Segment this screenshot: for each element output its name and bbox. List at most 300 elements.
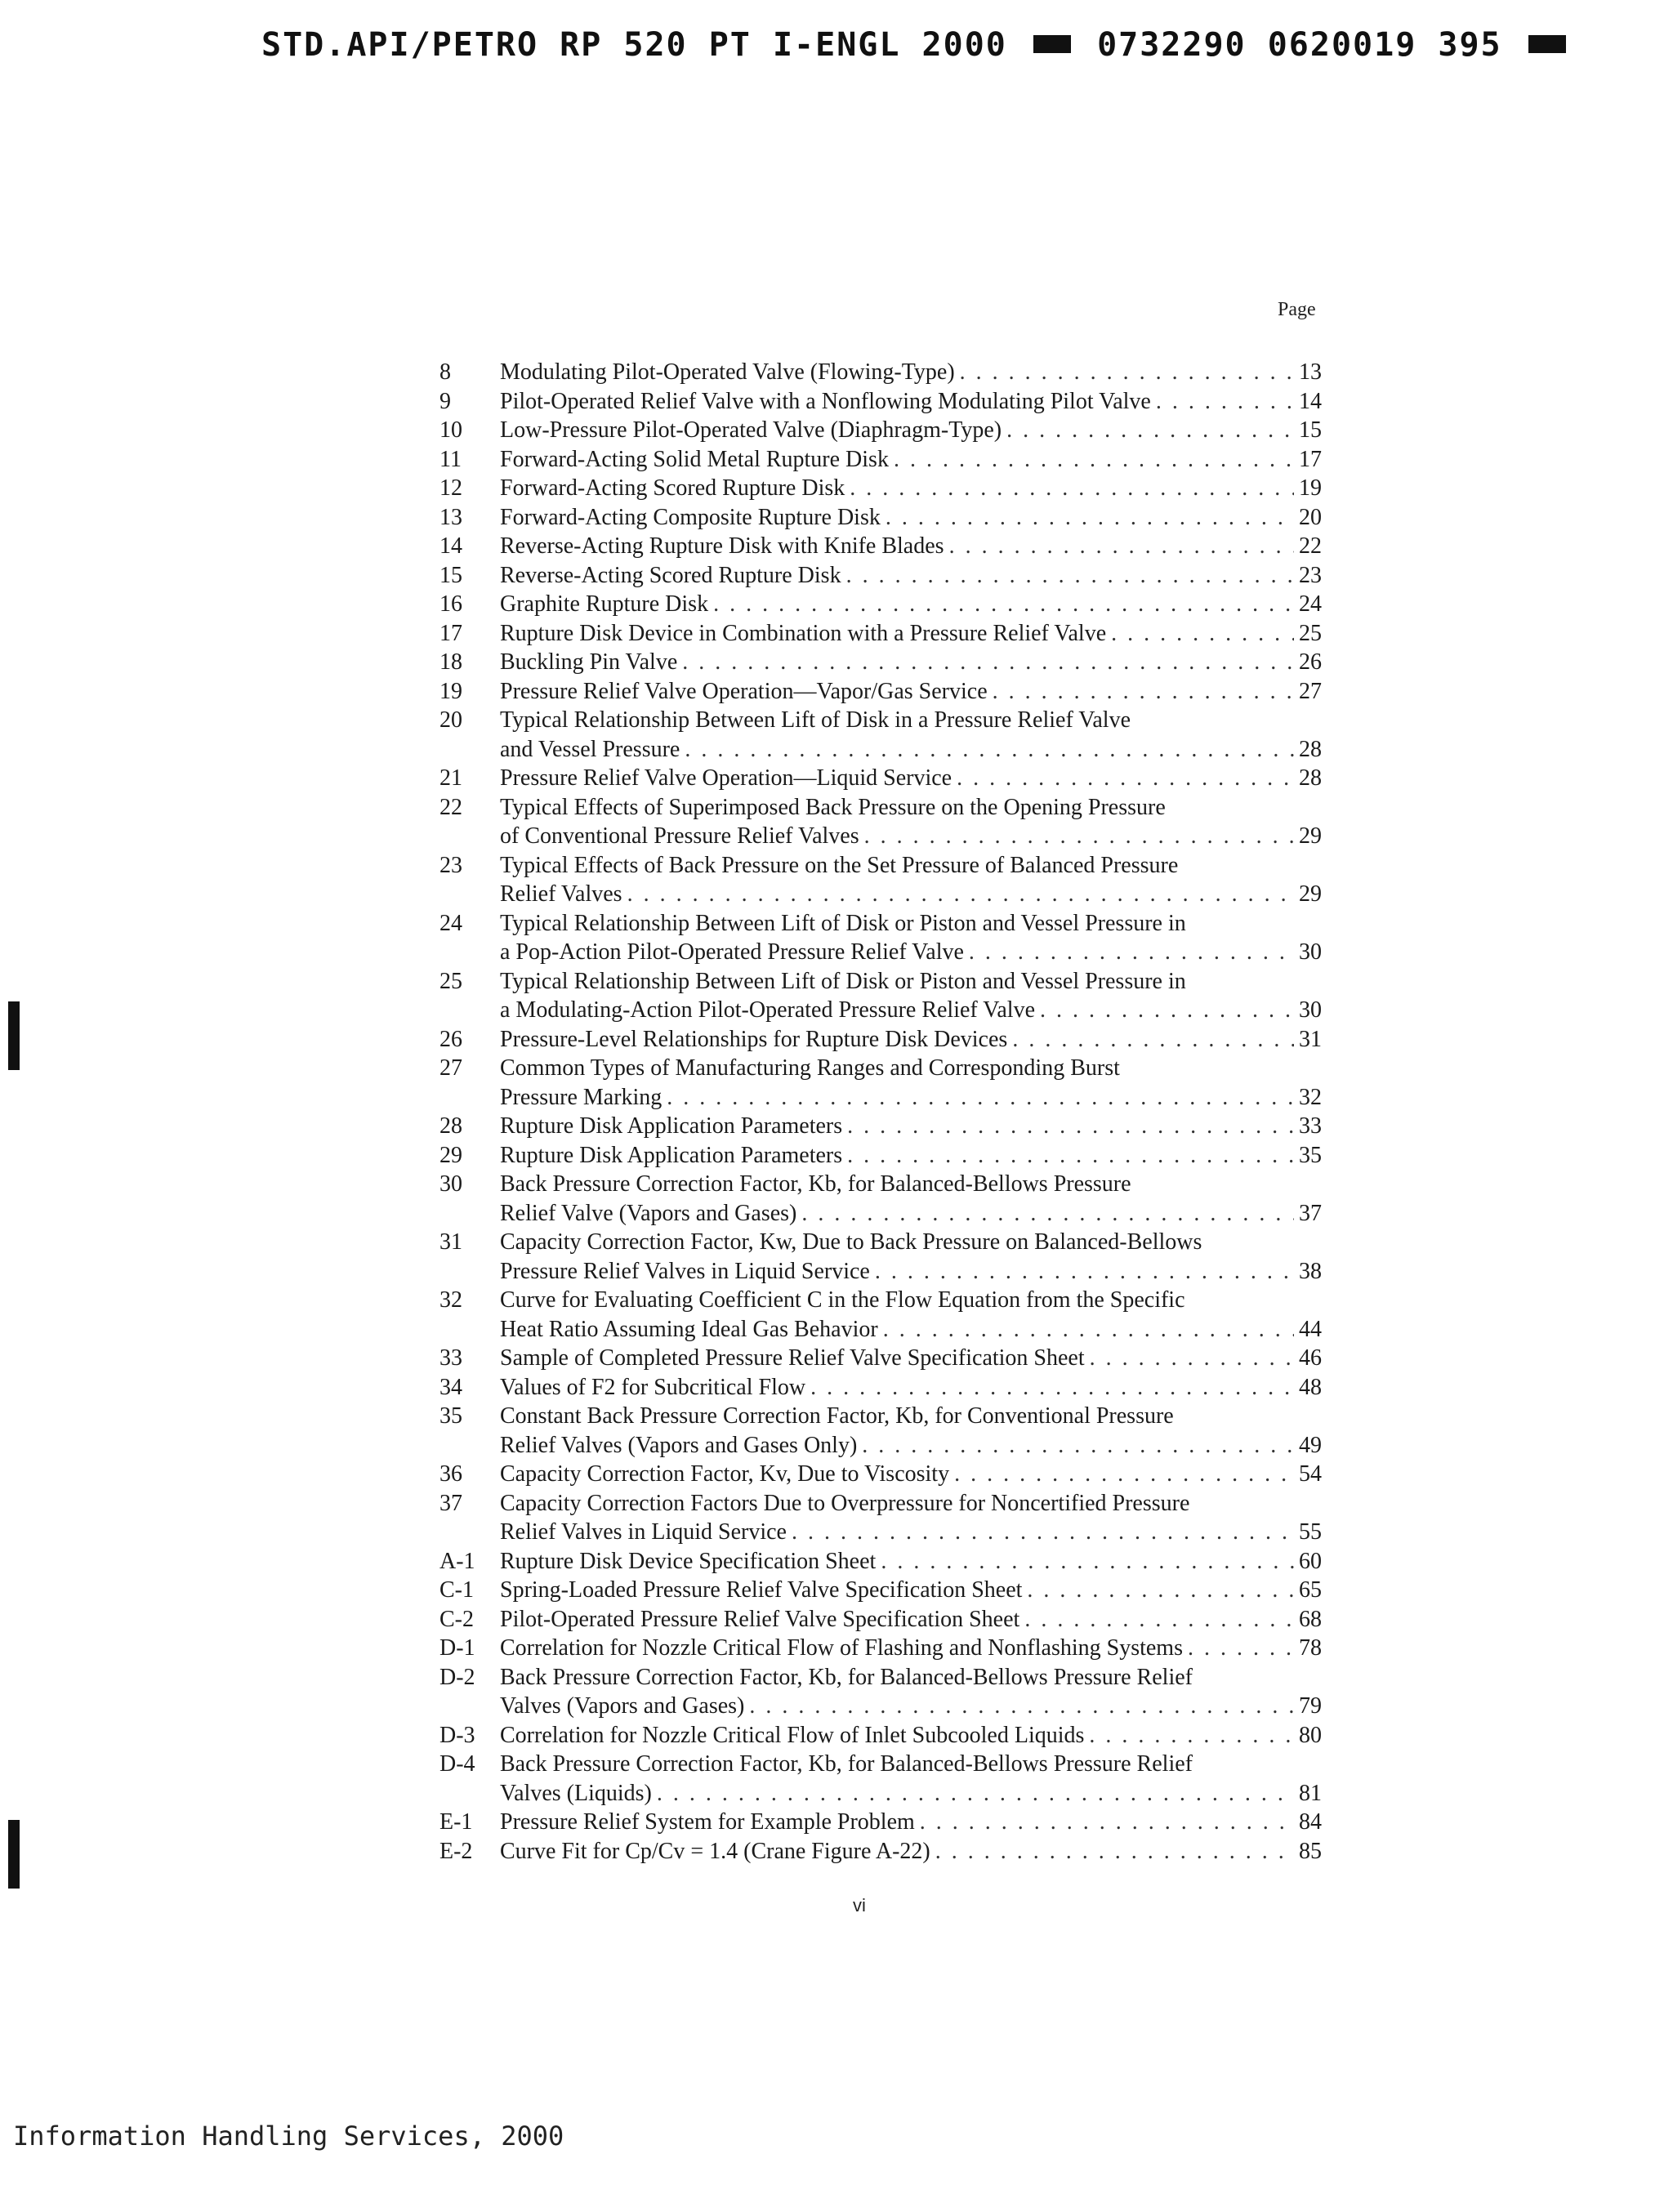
toc-entry[interactable] <box>439 1054 1322 1112</box>
entry-line <box>500 1315 1322 1345</box>
entry-title: Rupture Disk Device in Combination with a Pressure Relief Valve <box>500 620 1107 646</box>
page-number: 13 <box>1299 359 1322 385</box>
toc-entry[interactable] <box>439 1170 1322 1228</box>
page-number: 46 <box>1299 1345 1322 1371</box>
entry-body <box>500 1286 1322 1344</box>
entry-line <box>500 445 1322 475</box>
entry-body <box>500 793 1322 851</box>
entry-body <box>500 1634 1322 1663</box>
entry-line <box>500 938 1322 967</box>
entry-title: of Conventional Pressure Relief Valves <box>500 823 859 849</box>
dot-leader <box>805 1373 1294 1403</box>
entry-title: Constant Back Pressure Correction Factor, Kb, for Conventional Pressure <box>500 1403 1174 1429</box>
figure-number: 37 <box>439 1490 462 1516</box>
page-number: 29 <box>1299 881 1322 907</box>
entry-title: Correlation for Nozzle Critical Flow of Flashing and Nonflashing Systems <box>500 1635 1183 1661</box>
page-number: 25 <box>1299 620 1322 646</box>
entry-title: Pressure Relief Valve Operation—Vapor/Gas Service <box>500 678 988 704</box>
figure-number: 34 <box>439 1374 462 1400</box>
entry-body <box>500 1228 1322 1286</box>
entry-body <box>500 416 1322 445</box>
entry-title: Typical Relationship Between Lift of Disk or Piston and Vessel Pressure in <box>500 968 1186 994</box>
toc-entry[interactable] <box>439 1460 1322 1489</box>
figure-number: C-1 <box>439 1577 474 1603</box>
toc-entry[interactable] <box>439 561 1322 591</box>
entry-line <box>500 416 1322 445</box>
page-number: 15 <box>1299 417 1322 443</box>
figure-number: D-4 <box>439 1751 475 1777</box>
toc-entry[interactable] <box>439 1489 1322 1547</box>
entry-line <box>500 793 1322 823</box>
figure-number: 15 <box>439 562 462 588</box>
dot-leader <box>662 1083 1294 1113</box>
page-number: 31 <box>1299 1026 1322 1052</box>
toc-entry[interactable] <box>439 648 1322 677</box>
toc-entry[interactable] <box>439 1837 1322 1866</box>
dot-leader <box>915 1808 1294 1837</box>
entry-line <box>500 880 1322 909</box>
entry-line <box>500 1257 1322 1287</box>
dot-leader <box>944 532 1294 561</box>
dot-leader <box>1106 619 1294 649</box>
dot-leader <box>964 938 1294 967</box>
toc-entry[interactable] <box>439 1373 1322 1403</box>
dot-leader <box>842 1112 1294 1141</box>
figure-number: 10 <box>439 417 462 443</box>
entry-line <box>500 1605 1322 1634</box>
entry-line <box>500 590 1322 619</box>
entry-line <box>500 1576 1322 1605</box>
dot-leader <box>744 1692 1294 1721</box>
toc-entry[interactable] <box>439 1663 1322 1721</box>
entry-body <box>500 967 1322 1025</box>
entry-line <box>500 358 1322 387</box>
page-number: 28 <box>1299 765 1322 791</box>
entry-line <box>500 909 1322 939</box>
entry-line <box>500 735 1322 765</box>
entry-line <box>500 1460 1322 1489</box>
entry-body <box>500 474 1322 503</box>
entry-line <box>500 503 1322 533</box>
entry-title: Pressure-Level Relationships for Rupture Disk Devices <box>500 1026 1008 1052</box>
dot-leader <box>1002 416 1294 445</box>
figure-number: 14 <box>439 533 462 559</box>
page-number: 22 <box>1299 533 1322 559</box>
figure-number: 17 <box>439 620 462 646</box>
entry-body <box>500 648 1322 677</box>
entry-line <box>500 706 1322 735</box>
figure-number: 30 <box>439 1171 462 1197</box>
header-left: STD.API/PETRO RP 520 PT I-ENGL 2000 <box>261 26 1007 64</box>
entry-line <box>500 677 1322 707</box>
page-number: 14 <box>1299 388 1322 414</box>
entry-title: Forward-Acting Scored Rupture Disk <box>500 475 845 501</box>
toc-entry[interactable] <box>439 793 1322 851</box>
header-right: 0732290 0620019 395 <box>1097 26 1502 64</box>
toc-entry[interactable] <box>439 445 1322 475</box>
figure-number: 31 <box>439 1229 462 1255</box>
dot-leader <box>787 1518 1294 1547</box>
page-folio: vi <box>853 1895 866 1915</box>
entry-body <box>500 619 1322 649</box>
toc-entry[interactable] <box>439 677 1322 707</box>
margin-revision-bar <box>8 1820 20 1889</box>
entry-body <box>500 1576 1322 1605</box>
entry-title: Correlation for Nozzle Critical Flow of Inlet Subcooled Liquids <box>500 1722 1085 1748</box>
toc-entry[interactable] <box>439 358 1322 387</box>
entry-line <box>500 1373 1322 1403</box>
entry-title: Back Pressure Correction Factor, Kb, for Balanced-Bellows Pressure Relief <box>500 1664 1193 1690</box>
entry-body <box>500 445 1322 475</box>
toc-entry[interactable] <box>439 1721 1322 1750</box>
page-number: 65 <box>1299 1577 1322 1603</box>
entry-title: Valves (Vapors and Gases) <box>500 1693 745 1719</box>
entry-line <box>500 1025 1322 1055</box>
page-number: 24 <box>1299 591 1322 617</box>
entry-line <box>500 1083 1322 1113</box>
entry-title: Pressure Relief Valve Operation—Liquid Service <box>500 765 952 791</box>
page-number: 26 <box>1299 649 1322 675</box>
entry-line <box>500 1228 1322 1257</box>
figure-number: 21 <box>439 765 462 791</box>
page-number: 23 <box>1299 562 1322 588</box>
figure-number: D-3 <box>439 1722 475 1748</box>
page-number: 78 <box>1299 1635 1322 1661</box>
dot-leader <box>955 358 1294 387</box>
toc-entry[interactable] <box>439 851 1322 909</box>
page-number: 81 <box>1299 1780 1322 1806</box>
entry-body <box>500 1663 1322 1721</box>
page-number: 20 <box>1299 504 1322 530</box>
entry-title: Modulating Pilot-Operated Valve (Flowing-Type) <box>500 359 955 385</box>
entry-title: Relief Valves in Liquid Service <box>500 1519 787 1545</box>
dot-leader <box>930 1837 1294 1866</box>
entry-body <box>500 358 1322 387</box>
toc-entry[interactable] <box>439 1112 1322 1141</box>
figure-number: 11 <box>439 446 462 472</box>
toc-entry[interactable] <box>439 909 1322 967</box>
entry-body <box>500 1141 1322 1171</box>
entry-title: Capacity Correction Factor, Kv, Due to Viscosity <box>500 1461 950 1487</box>
figure-number: 26 <box>439 1026 462 1052</box>
entry-title: Pressure Relief System for Example Problem <box>500 1809 915 1835</box>
entry-title: Relief Valve (Vapors and Gases) <box>500 1200 797 1226</box>
entry-title: Typical Effects of Back Pressure on the Set Pressure of Balanced Pressure <box>500 852 1179 878</box>
dot-leader <box>889 445 1294 475</box>
entry-line <box>500 967 1322 997</box>
entry-body <box>500 561 1322 591</box>
entry-line <box>500 1750 1322 1779</box>
entry-title: Valves (Liquids) <box>500 1780 652 1806</box>
toc-entry[interactable] <box>439 1025 1322 1055</box>
figure-number: D-1 <box>439 1635 475 1661</box>
entry-title: Capacity Correction Factors Due to Overpressure for Noncertified Pressure <box>500 1490 1190 1516</box>
page-number: 55 <box>1299 1519 1322 1545</box>
margin-revision-bar <box>8 1001 20 1070</box>
figure-number: 35 <box>439 1403 462 1429</box>
figure-number: 23 <box>439 852 462 878</box>
dot-leader <box>652 1779 1294 1808</box>
page-number: 68 <box>1299 1606 1322 1632</box>
page-number: 19 <box>1299 475 1322 501</box>
entry-line <box>500 1721 1322 1750</box>
toc-entry[interactable] <box>439 1547 1322 1576</box>
dot-leader <box>1085 1344 1294 1373</box>
page-number: 44 <box>1299 1316 1322 1342</box>
entry-title: Rupture Disk Device Specification Sheet <box>500 1548 877 1574</box>
entry-title: Back Pressure Correction Factor, Kb, for Balanced-Bellows Pressure <box>500 1171 1131 1197</box>
entry-line <box>500 1170 1322 1199</box>
entry-line <box>500 1808 1322 1837</box>
toc-entry[interactable] <box>439 590 1322 619</box>
page-number: 60 <box>1299 1548 1322 1574</box>
entry-title: Pressure Marking <box>500 1084 663 1110</box>
entry-line <box>500 1489 1322 1519</box>
figure-number: 12 <box>439 475 462 501</box>
toc-entry[interactable] <box>439 1344 1322 1373</box>
entry-title: Pilot-Operated Relief Valve with a Nonflowing Modulating Pilot Valve <box>500 388 1151 414</box>
entry-line <box>500 1431 1322 1461</box>
entry-title: Values of F2 for Subcritical Flow <box>500 1374 806 1400</box>
entry-title: Typical Relationship Between Lift of Disk in a Pressure Relief Valve <box>500 707 1131 733</box>
figure-number: 16 <box>439 591 462 617</box>
toc-entry[interactable] <box>439 1750 1322 1808</box>
page-number: 32 <box>1299 1084 1322 1110</box>
dot-leader <box>1183 1634 1294 1663</box>
page-number: 28 <box>1299 736 1322 762</box>
dot-leader <box>1007 1025 1294 1055</box>
entry-line <box>500 1634 1322 1663</box>
dot-leader <box>876 1547 1294 1576</box>
entry-title: Common Types of Manufacturing Ranges and Corresponding Burst <box>500 1055 1120 1081</box>
entry-line <box>500 1547 1322 1576</box>
entry-body <box>500 1344 1322 1373</box>
entry-title: Typical Relationship Between Lift of Disk or Piston and Vessel Pressure in <box>500 910 1186 936</box>
figure-number: 27 <box>439 1055 462 1081</box>
toc-entry[interactable] <box>439 1286 1322 1344</box>
entry-line <box>500 387 1322 417</box>
figure-number: A-1 <box>439 1548 475 1574</box>
page-number: 27 <box>1299 678 1322 704</box>
entry-title: Graphite Rupture Disk <box>500 591 709 617</box>
page-number: 17 <box>1299 446 1322 472</box>
page-number: 80 <box>1299 1722 1322 1748</box>
entry-body <box>500 1489 1322 1547</box>
entry-title: Spring-Loaded Pressure Relief Valve Specification Sheet <box>500 1577 1023 1603</box>
entry-line <box>500 648 1322 677</box>
toc-entry[interactable] <box>439 1402 1322 1460</box>
page-number: 38 <box>1299 1258 1322 1284</box>
page-number: 30 <box>1299 939 1322 965</box>
entry-title: Capacity Correction Factor, Kw, Due to Back Pressure on Balanced-Bellows <box>500 1229 1202 1255</box>
toc-entry[interactable] <box>439 1576 1322 1605</box>
entry-line <box>500 764 1322 793</box>
toc-entry[interactable] <box>439 764 1322 793</box>
toc-entry[interactable] <box>439 1228 1322 1286</box>
entry-title: Pressure Relief Valves in Liquid Service <box>500 1258 870 1284</box>
table-of-figures <box>439 358 1322 1866</box>
toc-entry[interactable] <box>439 416 1322 445</box>
entry-line <box>500 1344 1322 1373</box>
entry-body <box>500 1547 1322 1576</box>
dot-leader <box>841 561 1294 591</box>
dot-leader <box>1084 1721 1294 1750</box>
dot-leader <box>870 1257 1294 1287</box>
entry-title: Buckling Pin Valve <box>500 649 678 675</box>
entry-line <box>500 1779 1322 1808</box>
entry-title: Back Pressure Correction Factor, Kb, for Balanced-Bellows Pressure Relief <box>500 1751 1193 1777</box>
footer-credit: Information Handling Services, 2000 <box>13 2121 564 2152</box>
entry-body <box>500 503 1322 533</box>
entry-title: Sample of Completed Pressure Relief Valve Specification Sheet <box>500 1345 1085 1371</box>
figure-number: 8 <box>439 359 451 385</box>
entry-title: Heat Ratio Assuming Ideal Gas Behavior <box>500 1316 878 1342</box>
figure-number: E-2 <box>439 1838 473 1864</box>
dot-leader <box>845 474 1294 503</box>
dot-leader <box>859 822 1294 851</box>
entry-line <box>500 1402 1322 1431</box>
figure-number: 20 <box>439 707 462 733</box>
dot-leader <box>878 1315 1294 1345</box>
entry-title: Relief Valves <box>500 881 622 907</box>
entry-body <box>500 1025 1322 1055</box>
entry-title: Relief Valves (Vapors and Gases Only) <box>500 1432 858 1458</box>
figure-number: 25 <box>439 968 462 994</box>
toc-entry[interactable] <box>439 532 1322 561</box>
entry-line <box>500 474 1322 503</box>
entry-title: Curve for Evaluating Coefficient C in the Flow Equation from the Specific <box>500 1287 1185 1313</box>
figure-number: C-2 <box>439 1606 474 1632</box>
entry-title: Rupture Disk Application Parameters <box>500 1113 843 1139</box>
dot-leader <box>1151 387 1294 417</box>
page-number: 79 <box>1299 1693 1322 1719</box>
entry-line <box>500 1692 1322 1721</box>
dot-leader <box>677 648 1294 677</box>
entry-body <box>500 1605 1322 1634</box>
page-column-label: Page <box>1278 299 1316 320</box>
page-number: 30 <box>1299 997 1322 1023</box>
entry-body <box>500 1402 1322 1460</box>
toc-entry[interactable] <box>439 387 1322 417</box>
entry-line <box>500 561 1322 591</box>
page-number: 35 <box>1299 1142 1322 1168</box>
entry-body <box>500 1460 1322 1489</box>
entry-body <box>500 1837 1322 1866</box>
entry-line <box>500 1054 1322 1083</box>
entry-title: Rupture Disk Application Parameters <box>500 1142 843 1168</box>
figure-number: 24 <box>439 910 462 936</box>
dot-leader <box>842 1141 1294 1171</box>
entry-line <box>500 1112 1322 1141</box>
figure-number: 36 <box>439 1461 462 1487</box>
figure-number: 33 <box>439 1345 462 1371</box>
entry-body <box>500 532 1322 561</box>
entry-title: Reverse-Acting Rupture Disk with Knife Blades <box>500 533 944 559</box>
entry-body <box>500 1112 1322 1141</box>
figure-number: 13 <box>439 504 462 530</box>
toc-entry[interactable] <box>439 474 1322 503</box>
entry-title: Typical Effects of Superimposed Back Pressure on the Opening Pressure <box>500 794 1166 820</box>
dot-leader <box>1019 1605 1294 1634</box>
entry-title: Forward-Acting Composite Rupture Disk <box>500 504 881 530</box>
entry-body <box>500 1054 1322 1112</box>
entry-title: a Pop-Action Pilot-Operated Pressure Relief Valve <box>500 939 964 965</box>
entry-title: and Vessel Pressure <box>500 736 680 762</box>
toc-entry[interactable] <box>439 1141 1322 1171</box>
toc-entry[interactable] <box>439 706 1322 764</box>
figure-number: E-1 <box>439 1809 473 1835</box>
toc-entry[interactable] <box>439 503 1322 533</box>
toc-entry[interactable] <box>439 1808 1322 1837</box>
entry-title: Reverse-Acting Scored Rupture Disk <box>500 562 841 588</box>
dot-leader <box>949 1460 1294 1489</box>
entry-body <box>500 387 1322 417</box>
dot-leader <box>1022 1576 1294 1605</box>
figure-number: 32 <box>439 1287 462 1313</box>
entry-body <box>500 1808 1322 1837</box>
entry-body <box>500 764 1322 793</box>
figure-number: 9 <box>439 388 451 414</box>
entry-line <box>500 532 1322 561</box>
dot-leader <box>796 1199 1294 1229</box>
figure-number: 28 <box>439 1113 462 1139</box>
entry-line <box>500 1518 1322 1547</box>
entry-body <box>500 677 1322 707</box>
dot-leader <box>680 735 1294 765</box>
dot-leader <box>881 503 1294 533</box>
toc-entry[interactable] <box>439 1634 1322 1663</box>
figure-number: 29 <box>439 1142 462 1168</box>
entry-line <box>500 1663 1322 1692</box>
page-number: 49 <box>1299 1432 1322 1458</box>
page-number: 54 <box>1299 1461 1322 1487</box>
entry-line <box>500 1837 1322 1866</box>
page-number: 84 <box>1299 1809 1322 1835</box>
entry-line <box>500 1141 1322 1171</box>
toc-entry[interactable] <box>439 967 1322 1025</box>
dot-leader <box>952 764 1294 793</box>
toc-entry[interactable] <box>439 1605 1322 1634</box>
entry-body <box>500 1373 1322 1403</box>
dot-leader <box>857 1431 1294 1461</box>
header-bar-mark <box>1528 35 1566 53</box>
entry-title: a Modulating-Action Pilot-Operated Pressure Relief Valve <box>500 997 1035 1023</box>
page-number: 37 <box>1299 1200 1322 1226</box>
entry-body <box>500 706 1322 764</box>
entry-body <box>500 1721 1322 1750</box>
entry-title: Forward-Acting Solid Metal Rupture Disk <box>500 446 889 472</box>
entry-body <box>500 1170 1322 1228</box>
page-number: 85 <box>1299 1838 1322 1864</box>
page-number: 48 <box>1299 1374 1322 1400</box>
dot-leader <box>1035 996 1294 1025</box>
entry-line <box>500 1199 1322 1229</box>
figure-number: 22 <box>439 794 462 820</box>
entry-title: Low-Pressure Pilot-Operated Valve (Diaphragm-Type) <box>500 417 1002 443</box>
dot-leader <box>708 590 1294 619</box>
document-header <box>261 26 1571 64</box>
entry-line <box>500 822 1322 851</box>
entry-title: Pilot-Operated Pressure Relief Valve Specification Sheet <box>500 1606 1020 1632</box>
entry-body <box>500 590 1322 619</box>
entry-body <box>500 851 1322 909</box>
entry-line <box>500 851 1322 881</box>
toc-entry[interactable] <box>439 619 1322 649</box>
entry-body <box>500 1750 1322 1808</box>
page-number: 33 <box>1299 1113 1322 1139</box>
entry-title: Curve Fit for Cp/Cv = 1.4 (Crane Figure A-22) <box>500 1838 930 1864</box>
entry-line <box>500 996 1322 1025</box>
